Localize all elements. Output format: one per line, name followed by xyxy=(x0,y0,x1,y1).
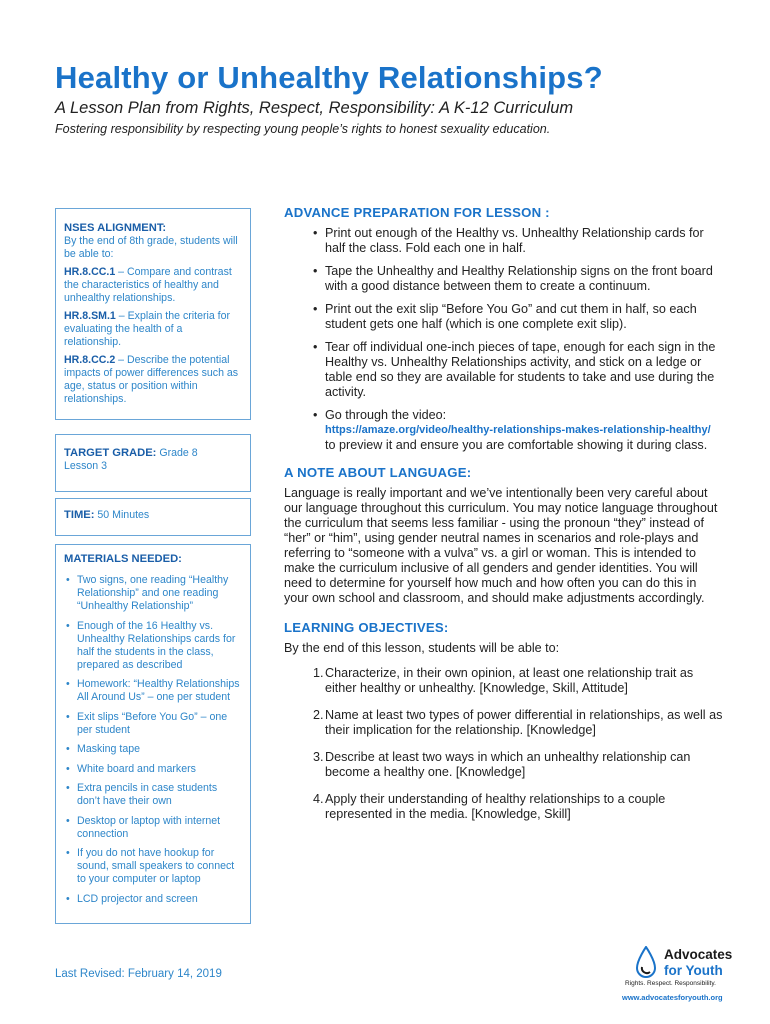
item-text: Describe at least two ways in which an unhealthy relationship can become a healthy one. [Knowledge] xyxy=(325,750,691,779)
time-value: 50 Minutes xyxy=(94,509,150,521)
nses-text: – Explain the criteria for evaluating the health of a relationship. xyxy=(64,310,231,348)
item-number: 2. xyxy=(313,708,324,722)
advance-prep-heading: ADVANCE PREPARATION FOR LESSON : xyxy=(284,205,550,220)
main-column xyxy=(284,205,724,834)
list-item xyxy=(284,666,724,696)
item-number: 1. xyxy=(313,666,324,680)
target-grade-label: TARGET GRADE: xyxy=(64,447,157,459)
page-title: Healthy or Unhealthy Relationships? xyxy=(55,60,603,95)
materials-heading: MATERIALS NEEDED: xyxy=(64,553,182,565)
nses-text: – Describe the potential impacts of power differences such as age, status or position within relationships. xyxy=(64,354,239,405)
list-item xyxy=(284,792,724,822)
target-grade-box xyxy=(55,434,251,492)
time-label: TIME: xyxy=(64,509,95,521)
list-item: • Tape the Unhealthy and Healthy Relationship signs on the front board with a good distance between them to create a continuum. xyxy=(284,264,724,294)
list-item: • Masking tape xyxy=(64,743,242,756)
language-heading: A NOTE ABOUT LANGUAGE: xyxy=(284,465,472,480)
item-number: 4. xyxy=(313,792,324,806)
time-box xyxy=(55,498,251,536)
objectives-list xyxy=(284,666,724,822)
list-item: • Tear off individual one-inch pieces of tape, enough for each sign in the Healthy vs. Unhealthy Relationships activity, and stick on a ledge or table end so they are available for students to take and use during the activity. xyxy=(284,340,724,400)
video-after: to preview it and ensure you are comfortable showing it during class. xyxy=(325,438,708,452)
list-item: • Exit slips “Before You Go” – one per student xyxy=(64,711,242,737)
advocates-for-youth-logo xyxy=(620,942,740,1014)
page-tagline: Fostering responsibility by respecting young people’s rights to honest sexuality education. xyxy=(55,122,551,136)
logo-url[interactable]: www.advocatesforyouth.org xyxy=(622,993,723,1002)
materials-box xyxy=(55,544,251,924)
nses-alignment-box xyxy=(55,208,251,420)
logo-tagline: Rights. Respect. Responsibility. xyxy=(625,980,716,987)
list-item: • Desktop or laptop with internet connection xyxy=(64,815,242,841)
video-intro: Go through the video: xyxy=(325,408,447,422)
video-link[interactable]: https://amaze.org/video/healthy-relationships-makes-relationship-healthy/ xyxy=(325,424,711,436)
water-drop-icon xyxy=(635,946,657,980)
objectives-intro: By the end of this lesson, students will be able to: xyxy=(284,641,560,655)
list-item: • Two signs, one reading “Healthy Relationship” and one reading “Unhealthy Relationship” xyxy=(64,574,242,613)
list-item: • White board and markers xyxy=(64,763,242,776)
page-subtitle: A Lesson Plan from Rights, Respect, Responsibility: A K-12 Curriculum xyxy=(55,99,574,117)
list-item: • LCD projector and screen xyxy=(64,893,242,906)
list-item: • If you do not have hookup for sound, small speakers to connect to your computer or laptop xyxy=(64,847,242,886)
objectives-heading: LEARNING OBJECTIVES: xyxy=(284,620,449,635)
nses-intro: By the end of 8th grade, students will be able to: xyxy=(64,235,238,260)
list-item: • Extra pencils in case students don’t have their own xyxy=(64,782,242,808)
list-item: • Print out the exit slip “Before You Go” and cut them in half, so each student gets one half (which is one complete exit slip). xyxy=(284,302,724,332)
logo-name-line1: Advocates xyxy=(664,947,733,962)
item-text: Name at least two types of power differential in relationships, as well as their implication for the relationship. [Knowledge] xyxy=(325,708,723,737)
target-grade-value: Grade 8 xyxy=(156,447,198,459)
nses-item xyxy=(64,310,242,349)
logo-name-line2: for Youth xyxy=(664,963,723,978)
last-revised: Last Revised: February 14, 2019 xyxy=(55,968,222,980)
item-text: Apply their understanding of healthy relationships to a couple represented in the media. [Knowledge, Skill] xyxy=(325,792,666,821)
nses-item xyxy=(64,354,242,406)
lesson-number: Lesson 3 xyxy=(64,460,107,472)
list-item: • Print out enough of the Healthy vs. Unhealthy Relationship cards for half the class. Fold each one in half. xyxy=(284,226,724,256)
nses-code: HR.8.SM.1 xyxy=(64,310,116,322)
materials-list xyxy=(64,574,242,906)
nses-code: HR.8.CC.2 xyxy=(64,354,116,366)
nses-item xyxy=(64,266,242,305)
nses-text: – Compare and contrast the characteristics of healthy and unhealthy relationships. xyxy=(64,266,232,304)
list-item: • Enough of the 16 Healthy vs. Unhealthy Relationships cards for half the students in the class, prepared as described xyxy=(64,620,242,672)
list-item: • Homework: “Healthy Relationships All Around Us” – one per student xyxy=(64,678,242,704)
nses-heading: NSES ALIGNMENT: xyxy=(64,222,167,234)
list-item xyxy=(284,708,724,738)
item-number: 3. xyxy=(313,750,324,764)
list-item xyxy=(284,750,724,780)
language-text: Language is really important and we’ve intentionally been very careful about our language throughout this curriculum. You may notice language throughout the curriculum that seems less familiar - using the pronoun “they” instead of “her” or “him”, using gender neutral names in scenarios and role-plays and referring to “someone with a vulva” vs. a girl or woman. This is intended to make the curriculum inclusive of all genders and gender identities. You will need to determine for yourself how much and how often you can do this in your own school and classroom, and should make adjustments accordingly. xyxy=(284,486,718,605)
nses-code: HR.8.CC.1 xyxy=(64,266,116,278)
item-text: Characterize, in their own opinion, at least one relationship trait as either healthy or unhealthy. [Knowledge, Skill, Attitude] xyxy=(325,666,694,695)
list-item xyxy=(284,408,724,453)
advance-prep-list xyxy=(284,226,724,453)
